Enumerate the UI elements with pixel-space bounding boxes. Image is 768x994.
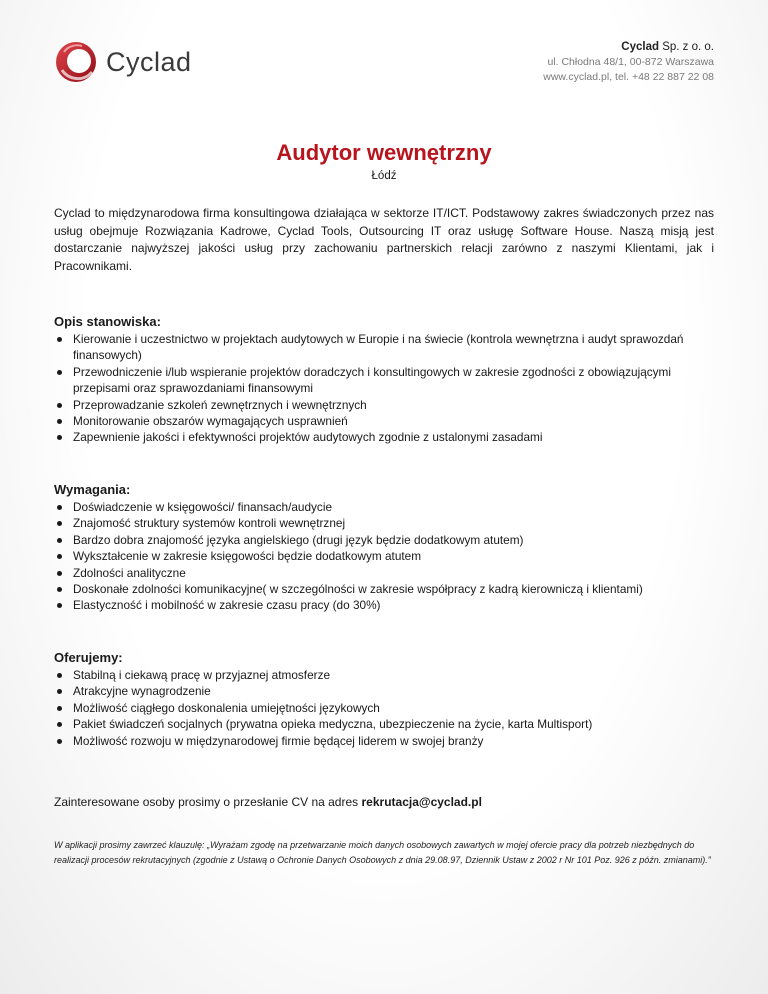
list-item: Znajomość struktury systemów kontroli wewnętrznej [54, 515, 728, 531]
list-item: Możliwość ciągłego doskonalenia umiejętności językowych [54, 700, 728, 716]
list-item: Wykształcenie w zakresie księgowości będzie dodatkowym atutem [54, 548, 728, 564]
company-contact: www.cyclad.pl, tel. +48 22 887 22 08 [543, 71, 714, 83]
list-item: Przeprowadzanie szkoleń zewnętrznych i wewnętrznych [54, 397, 728, 413]
section-heading: Oferujemy: [54, 650, 123, 665]
list-item: Monitorowanie obszarów wymagających usprawnień [54, 413, 728, 429]
cyclad-logo-icon [54, 40, 98, 84]
list-item: Stabilną i ciekawą pracę w przyjaznej atmosferze [54, 667, 728, 683]
list-item: Możliwość rozwoju w międzynarodowej firmie będącej liderem w swojej branży [54, 733, 728, 749]
job-location: Łódź [371, 170, 397, 182]
list-item: Zdolności analityczne [54, 565, 728, 581]
apply-instruction [54, 795, 482, 809]
company-logo [54, 40, 192, 84]
bullet-list [54, 331, 728, 446]
section-heading: Wymagania: [54, 482, 131, 497]
list-item: Bardzo dobra znajomość języka angielskiego (drugi język będzie dodatkowym atutem) [54, 532, 728, 548]
list-item: Doświadczenie w księgowości/ finansach/audycie [54, 499, 728, 515]
job-title: Audytor wewnętrzny [276, 140, 492, 165]
apply-text: Zainteresowane osoby prosimy o przesłanie CV na adres [54, 795, 362, 809]
apply-email: rekrutacja@cyclad.pl [361, 795, 482, 809]
bullet-list [54, 499, 728, 614]
logo-text: Cyclad [106, 46, 192, 77]
section-heading: Opis stanowiska: [54, 314, 161, 329]
company-address: ul. Chłodna 48/1, 00-872 Warszawa [547, 56, 714, 68]
list-item: Atrakcyjne wynagrodzenie [54, 683, 728, 699]
list-item: Przewodniczenie i/lub wspieranie projektów doradczych i konsultingowych w zakresie zgodności z obowiązującymi przepisami oraz sprawozdaniami finansowymi [54, 364, 728, 397]
gdpr-clause: W aplikacji prosimy zawrzeć klauzulę: „Wyrażam zgodę na przetwarzanie moich danych osobowych zawartych w mojej ofercie pracy dla potrzeb niezbędnych do realizacji procesów rekrutacyjnych (zgodnie z Ustawą o Ochronie Danych Osobowych z dnia 29.08.97, Dziennik Ustaw z 2002 r Nr 101 Poz. 926 z późn. zmianami).” [54, 840, 711, 865]
list-item: Elastyczność i mobilność w zakresie czasu pracy (do 30%) [54, 597, 728, 613]
list-item: Zapewnienie jakości i efektywności projektów audytowych zgodnie z ustalonymi zasadami [54, 429, 728, 445]
job-description-section [54, 314, 728, 446]
company-name: Cyclad Sp. z o. o. [621, 41, 714, 53]
offer-section [54, 650, 728, 749]
company-info [543, 40, 714, 85]
list-item: Doskonałe zdolności komunikacyjne( w szczególności w zakresie współpracy z kadrą kierowniczą i klientami) [54, 581, 728, 597]
company-intro: Cyclad to międzynarodowa firma konsultingowa działająca w sektorze IT/ICT. Podstawowy zakres świadczonych przez nas usług obejmuje Rozwiązania Kadrowe, Cyclad Tools, Outsourcing IT oraz usługę Software House. Naszą misją jest dostarczanie najwyższej jakości usług przy zachowaniu partnerskich relacji zarówno z naszymi Klientami, jak i Pracownikami. [54, 206, 714, 273]
bullet-list [54, 667, 728, 749]
list-item: Kierowanie i uczestnictwo w projektach audytowych w Europie i na świecie (kontrola wewnętrzna i audyt sprawozdań finansowych) [54, 331, 728, 364]
list-item: Pakiet świadczeń socjalnych (prywatna opieka medyczna, ubezpieczenie na życie, karta Multisport) [54, 716, 728, 732]
requirements-section [54, 482, 728, 614]
